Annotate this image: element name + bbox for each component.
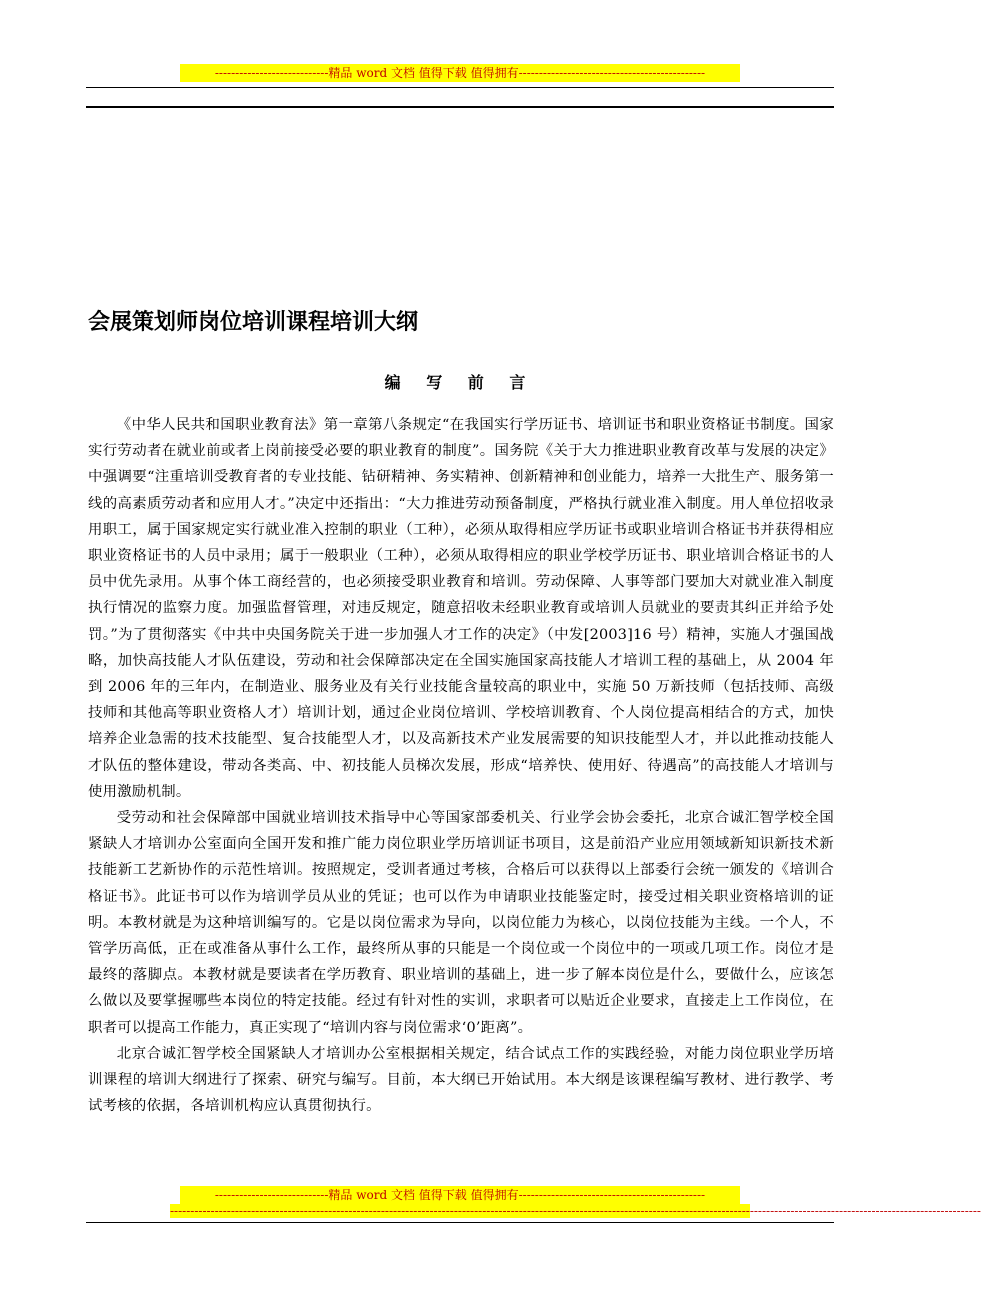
- header-rule-thin: [86, 87, 834, 88]
- paragraph-2: 受劳动和社会保障部中国就业培训技术指导中心等国家部委机关、行业学会协会委托，北京合诚汇智学校全国紧缺人才培训办公室面向全国开发和推广能力岗位职业学历培训证书项目，这是前沿产业应用领域新知识新技术新技能新工艺新协作的示范性培训。按照规定，受训者通过考核，合格后可以获得以上部委行会统一颁发的《培训合格证书》。此证书可以作为培训学员从业的凭证；也可以作为申请职业技能鉴定时，接受过相关职业资格培训的证明。本教材就是为这种培训编写的。它是以岗位需求为导向，以岗位能力为核心，以岗位技能为主线。一个人，不管学历高低，正在或准备从事什么工作，最终所从事的只能是一个岗位或一个岗位中的一项或几项工作。岗位才是最终的落脚点。本教材就是要读者在学历教育、职业培训的基础上，进一步了解本岗位是什么，要做什么，应该怎么做以及要掌握哪些本岗位的特定技能。经过有针对性的实训，求职者可以贴近企业要求，直接走上工作岗位，在职者可以提高工作能力，真正实现了“培训内容与岗位需求‘0’距离”。: [88, 810, 834, 1036]
- paragraph-3: 北京合诚汇智学校全国紧缺人才培训办公室根据相关规定，结合试点工作的实践经验，对能力岗位职业学历培训课程的培训大纲进行了探索、研究与编写。目前，本大纲已开始试用。本大纲是该课程编写教材、进行教学、考试考核的依据，各培训机构应认真贯彻执行。: [88, 1045, 834, 1115]
- header-rule-thick: [86, 106, 834, 108]
- footer-watermark-banner: ----------------------------精品 word 文档 值得下载 值得拥有----------------------------------------------: [180, 1186, 740, 1204]
- paragraph-1: 《中华人民共和国职业教育法》第一章第八条规定“在我国实行学历证书、培训证书和职业资格证书制度。国家实行劳动者在就业前或者上岗前接受必要的职业教育的制度”。国务院《关于大力推进职业教育改革与发展的决定》中强调要“注重培训受教育者的专业技能、钻研精神、务实精神、创新精神和创业能力，培养一大批生产、服务第一线的高素质劳动者和应用人才。”决定中还指出：“大力推进劳动预备制度，严格执行就业准入制度。用人单位招收录用职工，属于国家规定实行就业准入控制的职业（工种），必须从取得相应学历证书或职业培训合格证书并获得相应职业资格证书的人员中录用；属于一般职业（工种），必须从取得相应的职业学校学历证书、职业培训合格证书的人员中优先录用。从事个体工商经营的，也必须接受职业教育和培训。劳动保障、人事等部门要加大对就业准入制度执行情况的监察力度。加强监督管理，对违反规定，随意招收未经职业教育或培训人员就业的要责其纠正并给予处罚。”为了贯彻落实《中共中央国务院关于进一步加强人才工作的决定》（中发[2003]16 号）精神，实施人才强国战略，加快高技能人才队伍建设，劳动和社会保障部决定在全国实施国家高技能人才培训工程的基础上，从 2004 年到 2006 年的三年内，在制造业、服务业及有关行业技能含量较高的职业中，实施 50 万新技师（包括技师、高级技师和其他高等职业资格人才）培训计划，通过企业岗位培训、学校培训教育、个人岗位提高相结合的方式，加快培养企业急需的技术技能型、复合技能型人才，以及高新技术产业发展需要的知识技能型人才，并以此推动技能人才队伍的整体建设，带动各类高、中、初技能人员梯次发展，形成“培养快、使用好、待遇高”的高技能人才培训与使用激励机制。: [88, 417, 834, 800]
- body-text: [88, 412, 834, 1119]
- document-title: 会展策划师岗位培训课程培训大纲: [88, 310, 419, 335]
- footer-dash-line: --------------------------------------------------------------------------------------------------------------------------------------------------------------------------------------------------------: [170, 1204, 981, 1218]
- section-heading: 编 写 前 言: [384, 373, 536, 392]
- footer-rule: [86, 1222, 834, 1223]
- header-watermark-banner: ----------------------------精品 word 文档 值得下载 值得拥有----------------------------------------------: [180, 64, 740, 82]
